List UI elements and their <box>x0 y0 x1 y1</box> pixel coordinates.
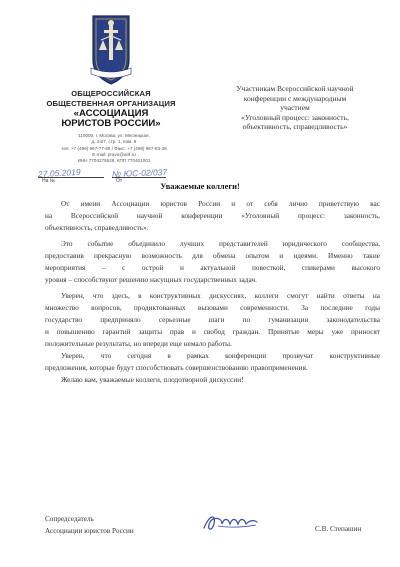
body-line: предложения, которые будут способствовать совершенствованию правоприменения. <box>45 363 308 372</box>
contact-line: тел. +7 (499) 967-77-66 / Факс: +7 (499) 967-83-28 <box>61 145 167 151</box>
label-from: От <box>116 178 123 184</box>
recipient-line: Участникам Всероссийской научной <box>236 84 354 93</box>
recipient-line: конференции с международным <box>243 93 347 103</box>
letter-body <box>45 198 380 386</box>
body-line: и повышению гарантий защиты прав и свобод граждан. Принятые меры уже приносят <box>45 327 380 336</box>
body-line: на Всероссийской научной конференции «Уголовный процесс: законность, <box>45 211 380 220</box>
body-line: мероприятия – с острой и актуальной повесткой, спикерами высокого <box>45 263 380 272</box>
contact-line: 119000, г. Москва, ул. Мясницкая, <box>78 133 150 138</box>
body-line: Уверен, что здесь, в конструктивных дискуссиях, коллеги смогут найти ответы на <box>61 291 380 300</box>
recipient-line: «Уголовный процесс: законность, <box>241 112 349 122</box>
organization-contacts <box>54 133 174 164</box>
org-name-line-4: ЮРИСТОВ РОССИИ» <box>61 118 161 129</box>
recipient-line: объективность, справедливость» <box>242 122 348 132</box>
recipient-line: участием <box>280 103 310 113</box>
association-emblem-icon <box>87 10 135 90</box>
body-line: множество вопросов, продиктованных вызовами современности. За последние годы <box>45 303 380 312</box>
recipient-block <box>220 84 370 132</box>
outgoing-number: № ЮС-02/037 <box>111 167 168 179</box>
org-name-line-1: ОБЩЕРОССИЙСКАЯ <box>71 89 151 98</box>
body-line: От имени Ассоциации юристов России и от себя лично приветствую вас <box>61 199 380 208</box>
signatory-title-line-2: Ассоциации юристов России <box>45 527 134 535</box>
body-line: положительные результаты, но впереди еще немало работы. <box>45 339 232 348</box>
organization-name <box>40 89 182 129</box>
signatory-title-line-1: Сопредседатель <box>45 515 94 523</box>
body-line: объективность, справедливость». <box>45 223 149 232</box>
body-line: Уверен, что сегодня в рамках конференции прозвучат конструктивные <box>61 351 380 360</box>
body-line: Это событие объединило лучших представителей юридического сообщества, <box>61 239 380 248</box>
org-name-line-2: ОБЩЕСТВЕННАЯ ОРГАНИЗАЦИЯ <box>46 99 176 108</box>
salutation: Уважаемые коллеги! <box>160 182 240 191</box>
body-line: уровня – способствуют решению насущных государственных задач. <box>45 275 257 284</box>
label-reference-number: На № <box>42 178 56 184</box>
body-line: государство предприняло серьезные шаги по гуманизации законодательства <box>45 315 380 324</box>
signatory-title <box>45 513 175 537</box>
outgoing-date: 27.05.2019 <box>37 166 81 180</box>
contact-line: E-mail: pravo@alrf.ru <box>92 151 136 157</box>
org-name-line-3: «АССОЦИАЦИЯ <box>73 108 149 119</box>
contact-line: ИНН 7704275529, КПП 770401001 <box>77 158 151 164</box>
handwritten-signature-icon <box>200 510 260 534</box>
signer-name: С.В. Степашин <box>315 525 362 533</box>
body-line: предоставив прекрасную возможность для обмена опытом и идеями. Именно такие <box>45 251 380 260</box>
contact-line: д. 24/7, стр. 1, пом. 8 <box>91 139 137 145</box>
body-line: Желаю вам, уважаемые коллеги, плодотворной дискуссии! <box>61 375 244 384</box>
